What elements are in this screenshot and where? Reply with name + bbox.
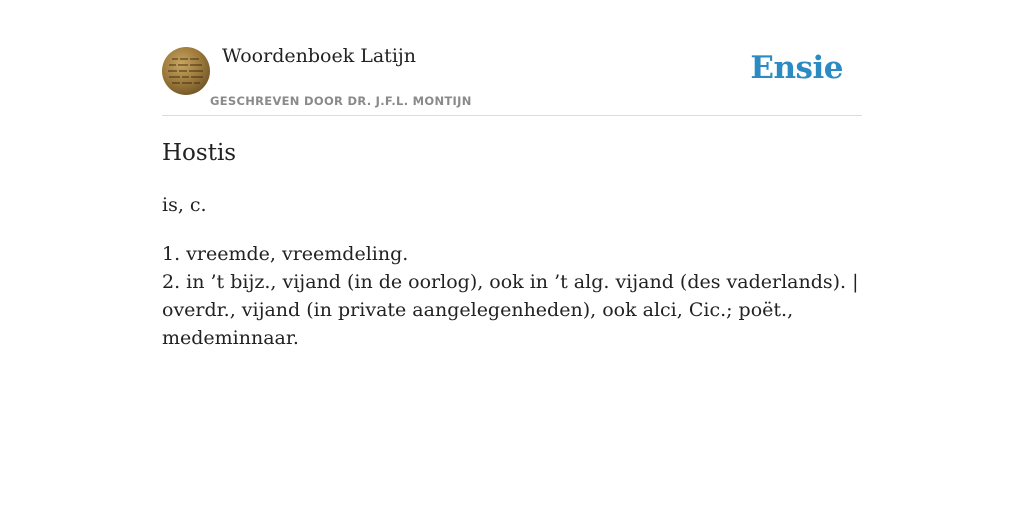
entry-grammar: is, c. (162, 194, 207, 216)
entry-definitions (162, 240, 862, 352)
page (162, 0, 862, 349)
latin-inscription-coin-icon[interactable] (162, 47, 210, 95)
definition-item: 2. in ’t bijz., vijand (in de oorlog), ook in ’t alg. vijand (des vaderlands). | overdr., vijand (in private aangelegenheden), ook alci, Cic.; poët., medeminnaar. (162, 271, 859, 349)
author-byline: GESCHREVEN DOOR DR. J.F.L. MONTIJN (210, 94, 472, 108)
ensie-brand-link[interactable]: Ensie (750, 50, 843, 86)
site-title[interactable]: Woordenboek Latijn (222, 45, 417, 67)
site-header (162, 0, 862, 116)
definition-item: 1. vreemde, vreemdeling. (162, 243, 409, 265)
entry-headword: Hostis (162, 140, 237, 166)
